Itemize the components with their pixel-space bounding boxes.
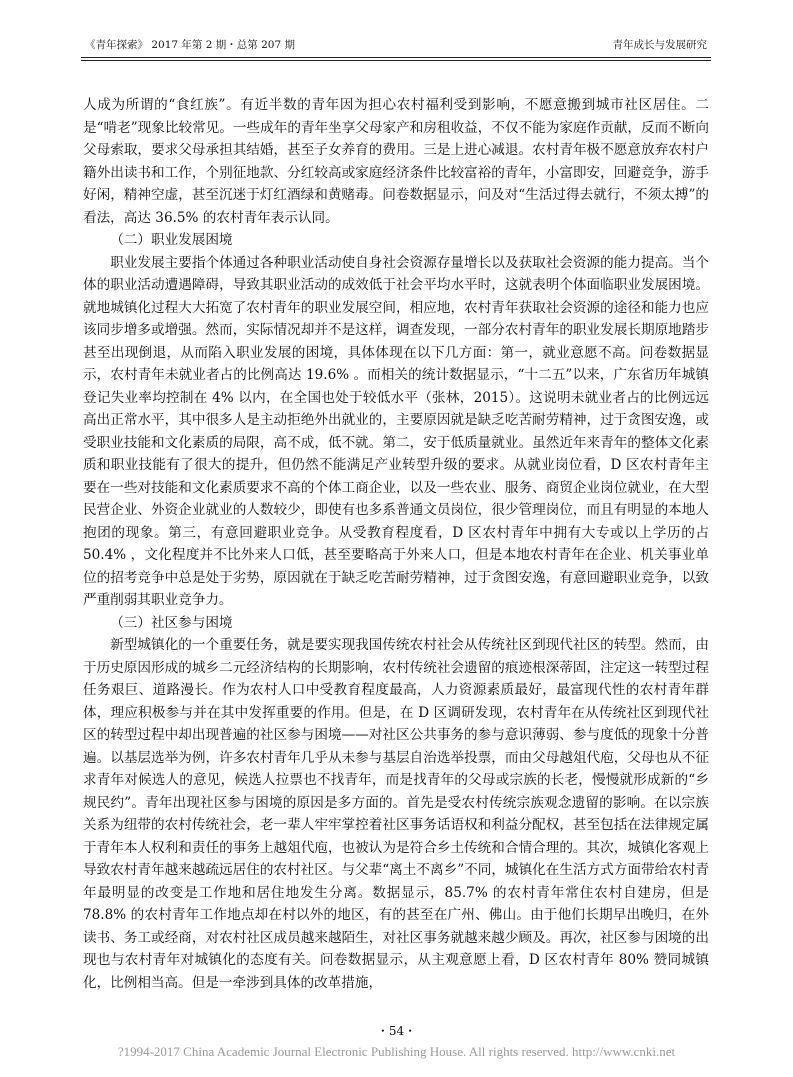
paragraph-community-dilemma: 新型城镇化的一个重要任务，就是要实现我国传统农村社会从传统社区到现代社区的转型。然而，由于历史原因形成的城乡二元经济结构的长期影响，农村传统社会遗留的痕迹根深蒂固，注定这一转型过程任务艰巨、道路漫长。作为农村人口中受教育程度最高，人力资源素质最好，最富现代性的农村青年群体，理应积极参与并在其中发挥重要的作用。但是，在 D 区调研发现，农村青年在从传统社区到现代社区的转型过程中却出现普遍的社区参与困境——对社区公共事务的参与意识薄弱、参与度低的现象十分普遍。以基层选举为例，许多农村青年几乎从未参与基层自治选举投票，而由父母越俎代庖，父母也从不征求青年对候选人的意见，候选人拉票也不找青年，而是找青年的父母或宗族的长老，慢慢就形成新的“乡规民约”。青年出现社区参与困境的原因是多方面的。首先是受农村传统宗族观念遗留的影响。在以宗族关系为纽带的农村传统社会，老一辈人牢牢掌控着社区事务话语权和利益分配权，甚至包括在法律规定属于青年本人权利和责任的事务上越俎代庖，也被认为是符合乡土传统和合情合理的。其次，城镇化客观上导致农村青年越来越疏远居住的农村社区。与父辈“离土不离乡”不同，城镇化在生活方式方面带给农村青年最明显的改变是工作地和居住地发生分离。数据显示，85.7% 的农村青年常住农村自建房，但是 78.8% 的农村青年工作地点却在村以外的地区，有的甚至在广州、佛山。由于他们长期早出晚归，在外读书、务工或经商，对农村社区成员越来越陌生，对社区事务就越来越少顾及。再次，社区参与困境的出现也与农村青年对城镇化的态度有关。问卷数据显示，从主观意愿上看，D 区农村青年 80% 赞同城镇化，比例相当高。但是一牵涉到具体的改革措施，: [83, 637, 709, 991]
subheading-community-dilemma: （三）社区参与困境: [110, 614, 233, 631]
header-rule-bottom: [81, 60, 711, 61]
running-header: [85, 36, 707, 54]
section-title: 青年成长与发展研究: [612, 39, 707, 51]
paragraph-career-dilemma: 职业发展主要指个体通过各种职业活动使自身社会资源存量增长以及获取社会资源的能力提高。当个体的职业活动遭遇障碍，导致其职业活动的成效低于社会平均水平时，这就表明个体面临职业发展困境。就地城镇化过程大大拓宽了农村青年的职业发展空间，相应地，农村青年获取社会资源的途径和能力也应该同步增多或增强。然而，实际情况却并不是这样，调查发现，一部分农村青年的职业发展长期原地踏步甚至出现倒退，从而陷入职业发展的困境，具体体现在以下几方面：第一，就业意愿不高。问卷数据显示，农村青年未就业者占的比例高达 19.6% 。而相关的统计数据显示，“十二五”以来，广东省历年城镇登记失业率均控制在 4% 以内，在全国也处于较低水平（张林，2015）。这说明未就业者占的比例远远高出正常水平，其中很多人是主动拒绝外出就业的，主要原因就是缺乏吃苦耐劳精神，过于贪图安逸，或受职业技能和文化素质的局限，高不成，低不就。第二，安于低质量就业。虽然近年来青年的整体文化素质和职业技能有了很大的提升，但仍然不能满足产业转型升级的要求。从就业岗位看，D 区农村青年主要在一些对技能和文化素质要求不高的个体工商企业，以及一些农业、服务、商贸企业岗位就业，在大型民营企业、外资企业就业的人数较少，即使有也多系普通文员岗位，很少管理岗位，而且有明显的本地人抱团的现象。第三，有意回避职业竞争。从受教育程度看，D 区农村青年中拥有大专或以上学历的占 50.4% ，文化程度并不比外来人口低，甚至要略高于外来人口，但是本地农村青年在企业、机关事业单位的招考竞争中总是处于劣势，原因就在于缺乏吃苦耐劳精神，过于贪图安逸，有意回避职业竞争，以致严重削弱其职业竞争力。: [83, 254, 709, 608]
journal-issue-label: 《青年探索》 2017 年第 2 期・总第 207 期: [85, 39, 295, 51]
header-rule-top: [81, 57, 711, 58]
page-number: ・54・: [376, 1024, 417, 1038]
article-body: [83, 94, 709, 994]
copyright-footer: ?1994-2017 China Academic Journal Electronic Publishing House. All rights reserved. http://www.cnki.net: [117, 1044, 676, 1059]
subheading-career-dilemma: （二）职业发展困境: [110, 232, 233, 248]
paragraph-continued: 人成为所谓的“食红族”。有近半数的青年因为担心农村福利受到影响，不愿意搬到城市社区居住。二是“啃老”现象比较常见。一些成年的青年坐享父母家产和房租收益，不仅不能为家庭作贡献，反而不断向父母索取，要求父母承担其结婚，甚至子女养育的费用。三是上进心减退。农村青年极不愿意放弃农村户籍外出读书和工作，个别征地款、分红较高或家庭经济条件比较富裕的青年，小富即安，回避竞争，游手好闲，精神空虚，甚至沉迷于灯红酒绿和黄赌毒。问卷数据显示，问及对“生活过得去就行，不须太搏”的看法，高达 36.5% 的农村青年表示认同。: [83, 97, 709, 226]
